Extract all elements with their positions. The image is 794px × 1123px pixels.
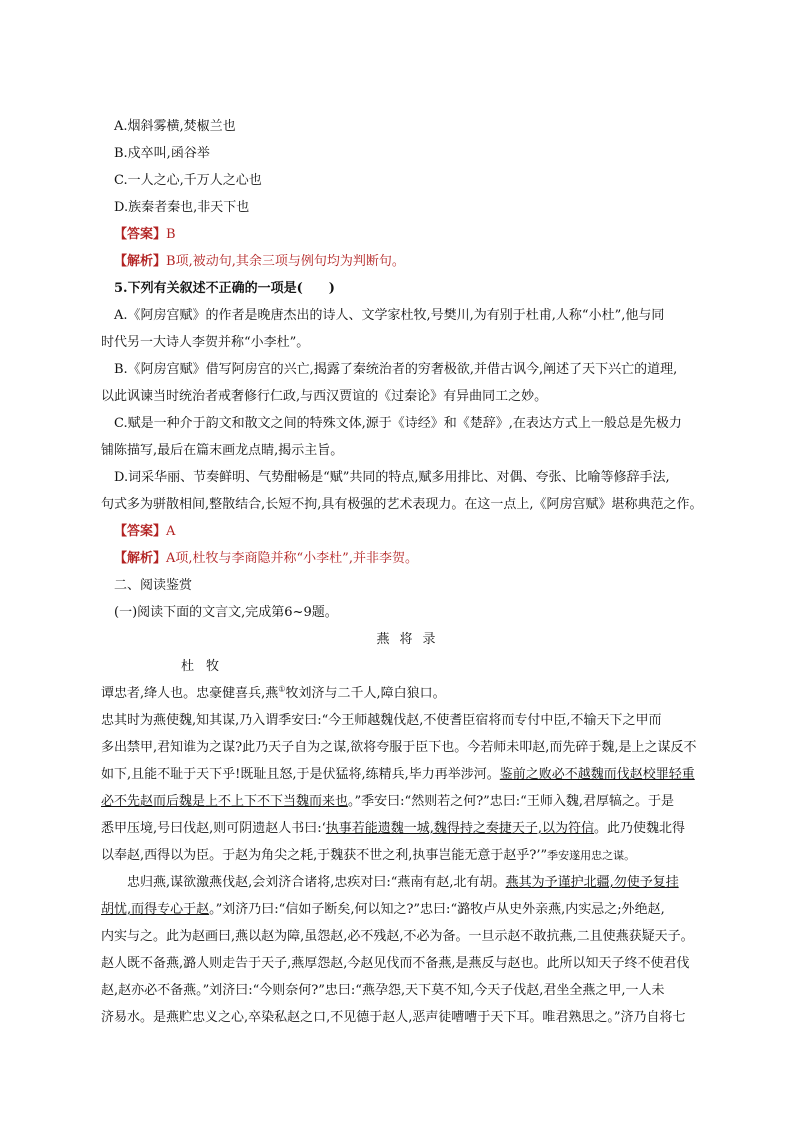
q4-answer — [101, 224, 721, 245]
footnote-marker: ① — [278, 684, 286, 694]
text-run: 忠归燕,谋欲激燕伐赵,会刘济合诸将,忠疾对曰:“燕南有赵,北有胡。 — [127, 875, 506, 890]
text-run: 。”刘济乃曰:“信如子断矣,何以知之?”忠曰:“潞牧卢从史外亲燕,内实忌之;外绝赵, — [209, 902, 665, 917]
text-run: 如下,且能不耻于天下乎!既耻且怒,于是伏猛将,练精兵,毕力再举涉河。 — [101, 767, 500, 782]
passage-line — [101, 818, 721, 839]
passage-line: 赵,赵亦必不备燕。”刘济曰:“今则奈何?”忠曰:“燕孕怨,天下莫不知,今天子伐赵,君坐全燕之甲,一人未 — [101, 983, 665, 998]
q4-option-d: D.族秦者秦也,非天下也 — [114, 200, 250, 215]
q5-option-a-line1: A.《阿房宫赋》的作者是晚唐杰出的诗人、文学家杜牧,号樊川,为有别于杜甫,人称“小杜”,他与同 — [114, 308, 665, 323]
text-run: 。此乃使魏北得 — [594, 821, 686, 836]
text-run: 悉甲压境,号曰伐赵,则可阴遗赵人书曰:‘ — [101, 821, 326, 836]
text-run: 谭忠者,绛人也。忠豪健喜兵,燕 — [101, 686, 279, 701]
q5-stem: 5.下列有关叙述不正确的一项是( ) — [114, 281, 335, 296]
section-heading: 二、阅读鉴赏 — [114, 578, 193, 593]
underlined-sentence: 执事若能遗魏一城,魏得持之奏捷天子,以为符信 — [325, 821, 595, 836]
q5-option-b-line1: B.《阿房宫赋》借写阿房宫的兴亡,揭露了秦统治者的穷奢极欲,并借古讽今,阐述了天下兴亡的道理, — [114, 362, 678, 377]
q5-option-c-line1: C.赋是一种介于韵文和散文之间的特殊文体,源于《诗经》和《楚辞》,在表达方式上一般总是先极力 — [114, 416, 682, 431]
underlined-sentence: 燕其为予谨护北疆,勿使予复挂 — [505, 875, 679, 890]
passage-line — [101, 791, 721, 812]
passage-line: 内实与之。此为赵画曰,燕以赵为障,虽怨赵,必不残赵,不必为备。一旦示赵不敢抗燕,二且使燕获疑天子。 — [101, 929, 694, 944]
answer-label: 【答案】 — [114, 227, 167, 242]
passage-line — [101, 899, 721, 920]
analysis-label: 【解析】 — [114, 254, 167, 269]
text-run: 。”季安曰:“然则若之何?”忠曰:“王师入魏,君厚犒之。于是 — [348, 794, 674, 809]
answer-label: 【答案】 — [114, 524, 167, 539]
passage-line — [101, 764, 721, 785]
passage-line: 济易水。是燕贮忠义之心,卒染私赵之口,不见德于赵人,恶声徒嘈嘈于天下耳。唯君熟思之。”济乃自将七 — [101, 1010, 686, 1025]
analysis-label: 【解析】 — [114, 551, 167, 566]
q5-analysis — [101, 548, 721, 569]
passage-title: 燕将录 — [376, 632, 446, 647]
text-run: 季安遂用忠之谋。 — [547, 849, 636, 862]
q5-option-c-line2: 铺陈描写,最后在篇末画龙点睛,揭示主旨。 — [101, 443, 344, 458]
passage-line: 多出禁甲,君知谁为之谋?此乃天子自为之谋,欲将夸服于臣下也。今若师未叩赵,而先碎于魏,是上之谋反不 — [101, 740, 697, 755]
passage-author: 杜牧 — [181, 659, 232, 674]
answer-value: A — [166, 524, 176, 539]
q4-option-c: C.一人之心,千万人之心也 — [114, 173, 262, 188]
q5-option-b-line2: 以此讽谏当时统治者戒奢修行仁政,与西汉贾谊的《过秦论》有异曲同工之妙。 — [101, 389, 548, 404]
underlined-sentence: 必不先赵而后魏是上不上下不下当魏而来也 — [101, 794, 349, 809]
analysis-text: B项,被动句,其余三项与例句均为判断句。 — [166, 254, 405, 269]
q4-analysis — [101, 251, 721, 272]
q5-option-d-line2: 句式多为骈散相间,整散结合,长短不拘,具有极强的艺术表现力。在这一点上,《阿房宫赋》堪称典范之作。 — [101, 497, 703, 512]
passage-line — [101, 872, 721, 893]
q5-answer — [101, 521, 721, 542]
underlined-sentence: 鉴前之败必不越魏而伐赵校罪轻重 — [499, 767, 695, 782]
passage-paragraph-1 — [101, 683, 721, 704]
answer-value: B — [166, 227, 176, 242]
q4-option-b: B.戍卒叫,函谷举 — [114, 146, 210, 161]
document-page — [101, 116, 721, 1028]
text-run: 牧刘济与二千人,障白狼口。 — [285, 686, 446, 701]
text-run: 以奉赵,西得以为臣。于赵为角尖之耗,于魏获不世之利,执事岂能无意于赵乎?’” — [101, 848, 548, 863]
q5-option-d-line1: D.词采华丽、节奏鲜明、气势酣畅是“赋”共同的特点,赋多用排比、对偶、夸张、比喻等修辞手法, — [114, 470, 670, 485]
passage-line: 忠其时为燕使魏,知其谋,乃入谓季安曰:“今王师越魏伐赵,不使耆臣宿将而专付中臣,不输天下之甲而 — [101, 713, 662, 728]
q4-option-a: A.烟斜雾横,焚椒兰也 — [114, 119, 236, 134]
underlined-sentence: 胡忧,而得专心于赵 — [101, 902, 210, 917]
q5-option-a-line2: 时代另一大诗人李贺并称“小李杜”。 — [101, 335, 310, 350]
section-instruction: (一)阅读下面的文言文,完成第6~9题。 — [114, 605, 338, 620]
passage-line: 赵人既不备燕,潞人则走告于天子,燕厚怨赵,今赵见伐而不备燕,是燕反与赵也。此所以知天子终不使君伐 — [101, 956, 690, 971]
analysis-text: A项,杜牧与李商隐并称“小李杜”,并非李贺。 — [166, 551, 418, 566]
passage-line — [101, 845, 721, 866]
